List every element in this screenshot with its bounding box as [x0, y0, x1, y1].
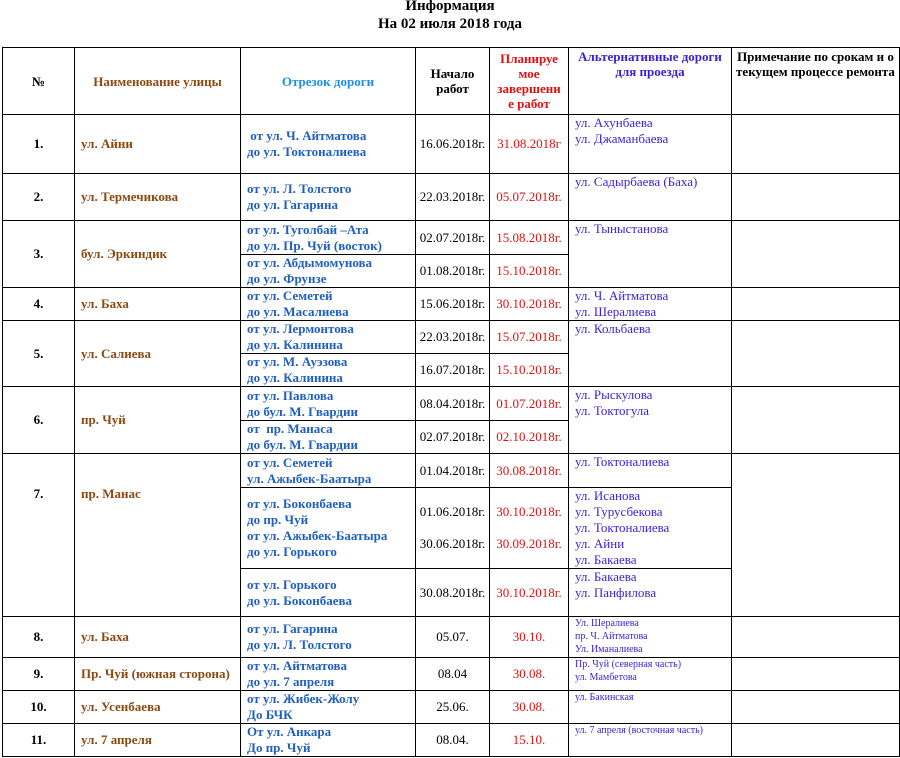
table-header-row: [3, 48, 900, 115]
note-cell: [732, 454, 900, 617]
start-date: 15.06.2018г.: [416, 288, 490, 321]
road-segment: от ул. Абдымомунова до ул. Фрунзе: [241, 255, 416, 288]
start-date: 08.04.2018г.: [416, 387, 490, 421]
table-row: [3, 221, 900, 255]
row-number: 9.: [3, 658, 75, 691]
road-segment: от пр. Манаса до бул. М. Гвардии: [241, 421, 416, 454]
table-row: [3, 288, 900, 321]
planned-end-date: 15.08.2018г.: [490, 221, 569, 255]
start-date: 22.03.2018г.: [416, 174, 490, 221]
road-segment: от ул. Л. Толстого до ул. Гагарина: [241, 174, 416, 221]
planned-end-date: 30.08.: [490, 691, 569, 724]
document-subtitle: На 02 июля 2018 года: [377, 16, 523, 32]
planned-end-date: 31.08.2018г: [490, 115, 569, 174]
table-row: [3, 691, 900, 724]
planned-end-date: 01.07.2018г.: [490, 387, 569, 421]
street-name: пр. Манас: [75, 454, 241, 617]
street-name: ул. 7 апреля: [75, 724, 241, 757]
alternative-roads: ул. Кольбаева: [569, 321, 732, 387]
row-number: 10.: [3, 691, 75, 724]
planned-end-date: 15.10.2018г.: [490, 354, 569, 387]
road-segment: от ул. Боконбаева до пр. Чуй от ул. Ажыбек-Баатыра до ул. Горького: [241, 488, 416, 569]
alternative-roads: Ул. Шералиева пр. Ч. Айтматова Ул. Иманалиева: [569, 617, 732, 658]
road-segment: от ул. Горького до ул. Боконбаева: [241, 569, 416, 617]
start-date: 08.04: [416, 658, 490, 691]
alternative-roads: ул. 7 апреля (восточная часть): [569, 724, 732, 757]
road-segment: от ул. Семетей ул. Ажыбек-Баатыра: [241, 454, 416, 488]
row-number: 6.: [3, 387, 75, 454]
alternative-roads: ул. Исанова ул. Турусбекова ул. Токтоналиева ул. Айни ул. Бакаева: [569, 488, 732, 569]
table-row: [3, 724, 900, 757]
note-cell: [732, 174, 900, 221]
start-date: 30.08.2018г.: [416, 569, 490, 617]
start-date: 05.07.: [416, 617, 490, 658]
street-name: бул. Эркиндик: [75, 221, 241, 288]
road-segment: от ул. Гагарина до ул. Л. Толстого: [241, 617, 416, 658]
start-date: 01.08.2018г.: [416, 255, 490, 288]
col-header-plan: Планируе мое завершени е работ: [490, 48, 569, 115]
start-date: 02.07.2018г.: [416, 421, 490, 454]
planned-end-date: 02.10.2018г.: [490, 421, 569, 454]
street-name: ул. Усенбаева: [75, 691, 241, 724]
note-cell: [732, 617, 900, 658]
row-number: 8.: [3, 617, 75, 658]
alternative-roads: ул. Бакинская: [569, 691, 732, 724]
road-segment: от ул. Жибек-Жолу До БЧК: [241, 691, 416, 724]
note-cell: [732, 321, 900, 387]
repair-table: [2, 47, 900, 757]
note-cell: [732, 658, 900, 691]
street-name: пр. Чуй: [75, 387, 241, 454]
alternative-roads: ул. Ч. Айтматова ул. Шералиева: [569, 288, 732, 321]
road-segment: от ул. Туголбай –Ата до ул. Пр. Чуй (восток): [241, 221, 416, 255]
note-cell: [732, 387, 900, 454]
planned-end-date: 15.07.2018г.: [490, 321, 569, 354]
alternative-roads: ул. Бакаева ул. Панфилова: [569, 569, 732, 617]
road-segment: от ул. М. Ауэзова до ул. Калинина: [241, 354, 416, 387]
street-name: ул. Баха: [75, 288, 241, 321]
note-cell: [732, 288, 900, 321]
street-name: Пр. Чуй (южная сторона): [75, 658, 241, 691]
street-name: ул. Баха: [75, 617, 241, 658]
alternative-roads: ул. Тыныстанова: [569, 221, 732, 288]
col-header-note: Примечание по срокам и о текущем процессе ремонта: [732, 48, 900, 115]
table-row: [3, 387, 900, 421]
planned-end-date: 30.08.2018г.: [490, 454, 569, 488]
planned-end-date: 30.10.2018г.: [490, 288, 569, 321]
planned-end-date: 30.10.2018г.: [490, 569, 569, 617]
road-segment: От ул. Анкара До пр. Чуй: [241, 724, 416, 757]
row-number: 1.: [3, 115, 75, 174]
note-cell: [732, 724, 900, 757]
road-segment: от ул. Ч. Айтматова до ул. Токтоналиева: [241, 115, 416, 174]
row-number: 5.: [3, 321, 75, 387]
alternative-roads: Пр. Чуй (северная часть) ул. Мамбетова: [569, 658, 732, 691]
row-number: 11.: [3, 724, 75, 757]
start-date: 16.06.2018г.: [416, 115, 490, 174]
planned-end-date: 15.10.2018г.: [490, 255, 569, 288]
note-cell: [732, 115, 900, 174]
alternative-roads: ул. Садырбаева (Баха): [569, 174, 732, 221]
street-name: ул. Айни: [75, 115, 241, 174]
col-header-num: №: [3, 48, 75, 115]
row-number: 3.: [3, 221, 75, 288]
road-segment: от ул. Айтматова до ул. 7 апреля: [241, 658, 416, 691]
alternative-roads: ул. Токтоналиева: [569, 454, 732, 488]
document-title: Информация: [405, 0, 495, 14]
table-row: [3, 115, 900, 174]
col-header-start: Начало работ: [416, 48, 490, 115]
planned-end-date: 05.07.2018г.: [490, 174, 569, 221]
street-name: ул. Салиева: [75, 321, 241, 387]
start-date: 01.06.2018г. 30.06.2018г.: [416, 488, 490, 569]
table-row: [3, 658, 900, 691]
planned-end-date: 30.10.: [490, 617, 569, 658]
row-number: 4.: [3, 288, 75, 321]
alternative-roads: ул. Ахунбаева ул. Джаманбаева: [569, 115, 732, 174]
planned-end-date: 15.10.: [490, 724, 569, 757]
note-cell: [732, 691, 900, 724]
row-number: 2.: [3, 174, 75, 221]
start-date: 25.06.: [416, 691, 490, 724]
street-name: ул. Термечикова: [75, 174, 241, 221]
planned-end-date: 30.08.: [490, 658, 569, 691]
start-date: 22.03.2018г.: [416, 321, 490, 354]
table-row: [3, 174, 900, 221]
start-date: 02.07.2018г.: [416, 221, 490, 255]
alternative-roads: ул. Рыскулова ул. Токтогула: [569, 387, 732, 454]
start-date: 08.04.: [416, 724, 490, 757]
road-segment: от ул. Павлова до бул. М. Гвардии: [241, 387, 416, 421]
road-segment: от ул. Лермонтова до ул. Калинина: [241, 321, 416, 354]
row-number: 7.: [3, 454, 75, 617]
col-header-street: Наименование улицы: [75, 48, 241, 115]
table-row: [3, 454, 900, 488]
planned-end-date: 30.10.2018г. 30.09.2018г.: [490, 488, 569, 569]
road-segment: от ул. Семетей до ул. Масалиева: [241, 288, 416, 321]
start-date: 01.04.2018г.: [416, 454, 490, 488]
col-header-segment: Отрезок дороги: [241, 48, 416, 115]
table-row: [3, 617, 900, 658]
note-cell: [732, 221, 900, 288]
start-date: 16.07.2018г.: [416, 354, 490, 387]
col-header-alt: Альтернативные дороги для проезда: [569, 48, 732, 115]
table-row: [3, 321, 900, 354]
